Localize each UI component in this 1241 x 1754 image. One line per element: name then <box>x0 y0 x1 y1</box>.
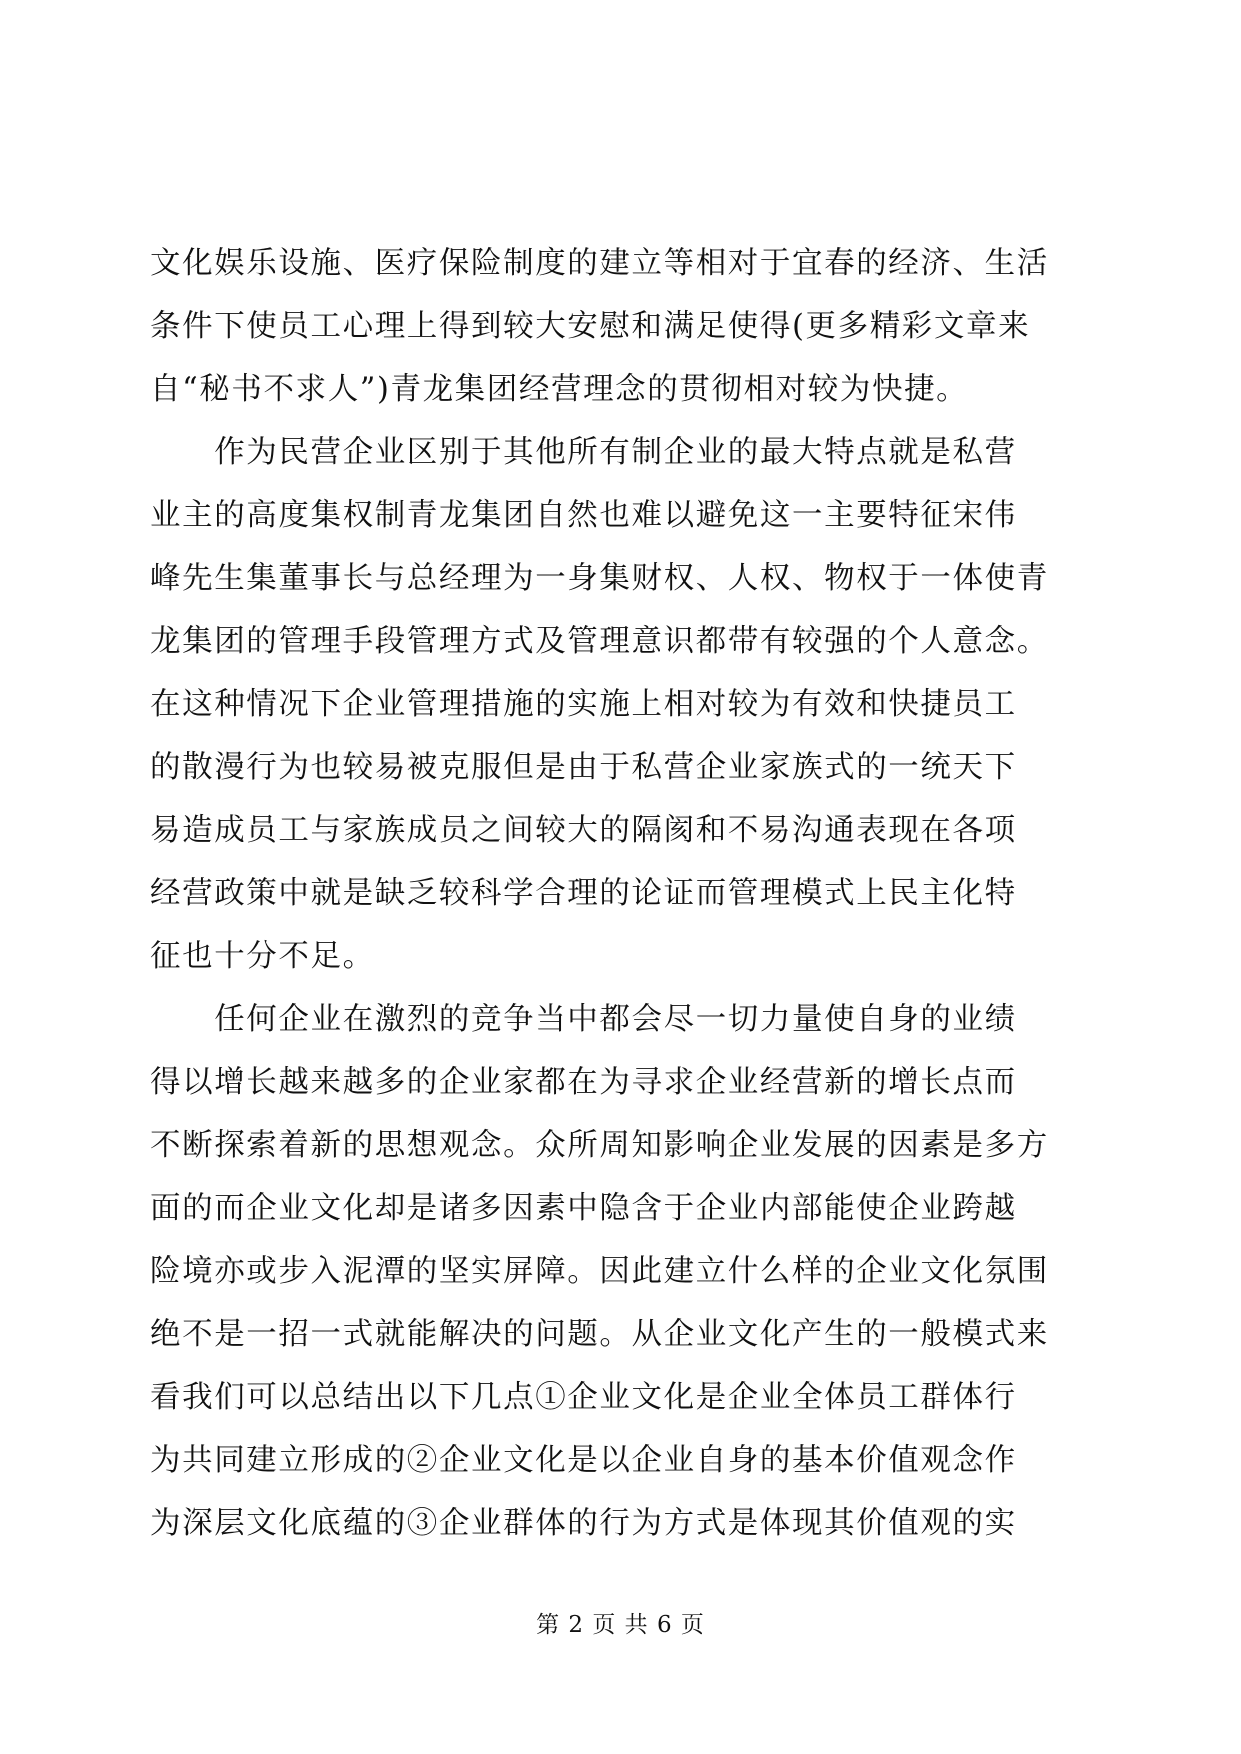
text-line: 绝不是一招一式就能解决的问题。从企业文化产生的一般模式来 <box>150 1317 1049 1352</box>
text-line: 龙集团的管理手段管理方式及管理意识都带有较强的个人意念。 <box>150 624 1049 659</box>
text-line: 看我们可以总结出以下几点①企业文化是企业全体员工群体行 <box>150 1380 1017 1415</box>
text-line: 得以增长越来越多的企业家都在为寻求企业经营新的增长点而 <box>150 1065 1017 1100</box>
text-line: 为共同建立形成的②企业文化是以企业自身的基本价值观念作 <box>150 1443 1017 1478</box>
text-line: 征也十分不足。 <box>150 939 375 974</box>
paragraph-1 <box>150 232 1095 421</box>
document-body <box>150 232 1095 1555</box>
text-line: 为深层文化底蕴的③企业群体的行为方式是体现其价值观的实 <box>150 1506 1017 1541</box>
text-line: 在这种情况下企业管理措施的实施上相对较为有效和快捷员工 <box>150 687 1017 722</box>
text-line: 峰先生集董事长与总经理为一身集财权、人权、物权于一体使青 <box>150 561 1049 596</box>
paragraph-3 <box>150 988 1095 1555</box>
page-number: 第 2 页 共 6 页 <box>536 1612 705 1638</box>
text-line: 任何企业在激烈的竞争当中都会尽一切力量使自身的业绩 <box>150 1002 1017 1037</box>
paragraph-2 <box>150 421 1095 988</box>
text-line: 面的而企业文化却是诸多因素中隐含于企业内部能使企业跨越 <box>150 1191 1017 1226</box>
text-line: 条件下使员工心理上得到较大安慰和满足使得(更多精彩文章来 <box>150 309 1031 344</box>
text-line: 不断探索着新的思想观念。众所周知影响企业发展的因素是多方 <box>150 1128 1049 1163</box>
text-line: 易造成员工与家族成员之间较大的隔阂和不易沟通表现在各项 <box>150 813 1017 848</box>
text-line: 的散漫行为也较易被克服但是由于私营企业家族式的一统天下 <box>150 750 1017 785</box>
text-line: 自“秘书不求人”)青龙集团经营理念的贯彻相对较为快捷。 <box>150 372 969 407</box>
text-line: 文化娱乐设施、医疗保险制度的建立等相对于宜春的经济、生活 <box>150 246 1049 281</box>
text-line: 险境亦或步入泥潭的坚实屏障。因此建立什么样的企业文化氛围 <box>150 1254 1049 1289</box>
text-line: 经营政策中就是缺乏较科学合理的论证而管理模式上民主化特 <box>150 876 1017 911</box>
text-line: 作为民营企业区别于其他所有制企业的最大特点就是私营 <box>150 435 1017 470</box>
text-line: 业主的高度集权制青龙集团自然也难以避免这一主要特征宋伟 <box>150 498 1017 533</box>
